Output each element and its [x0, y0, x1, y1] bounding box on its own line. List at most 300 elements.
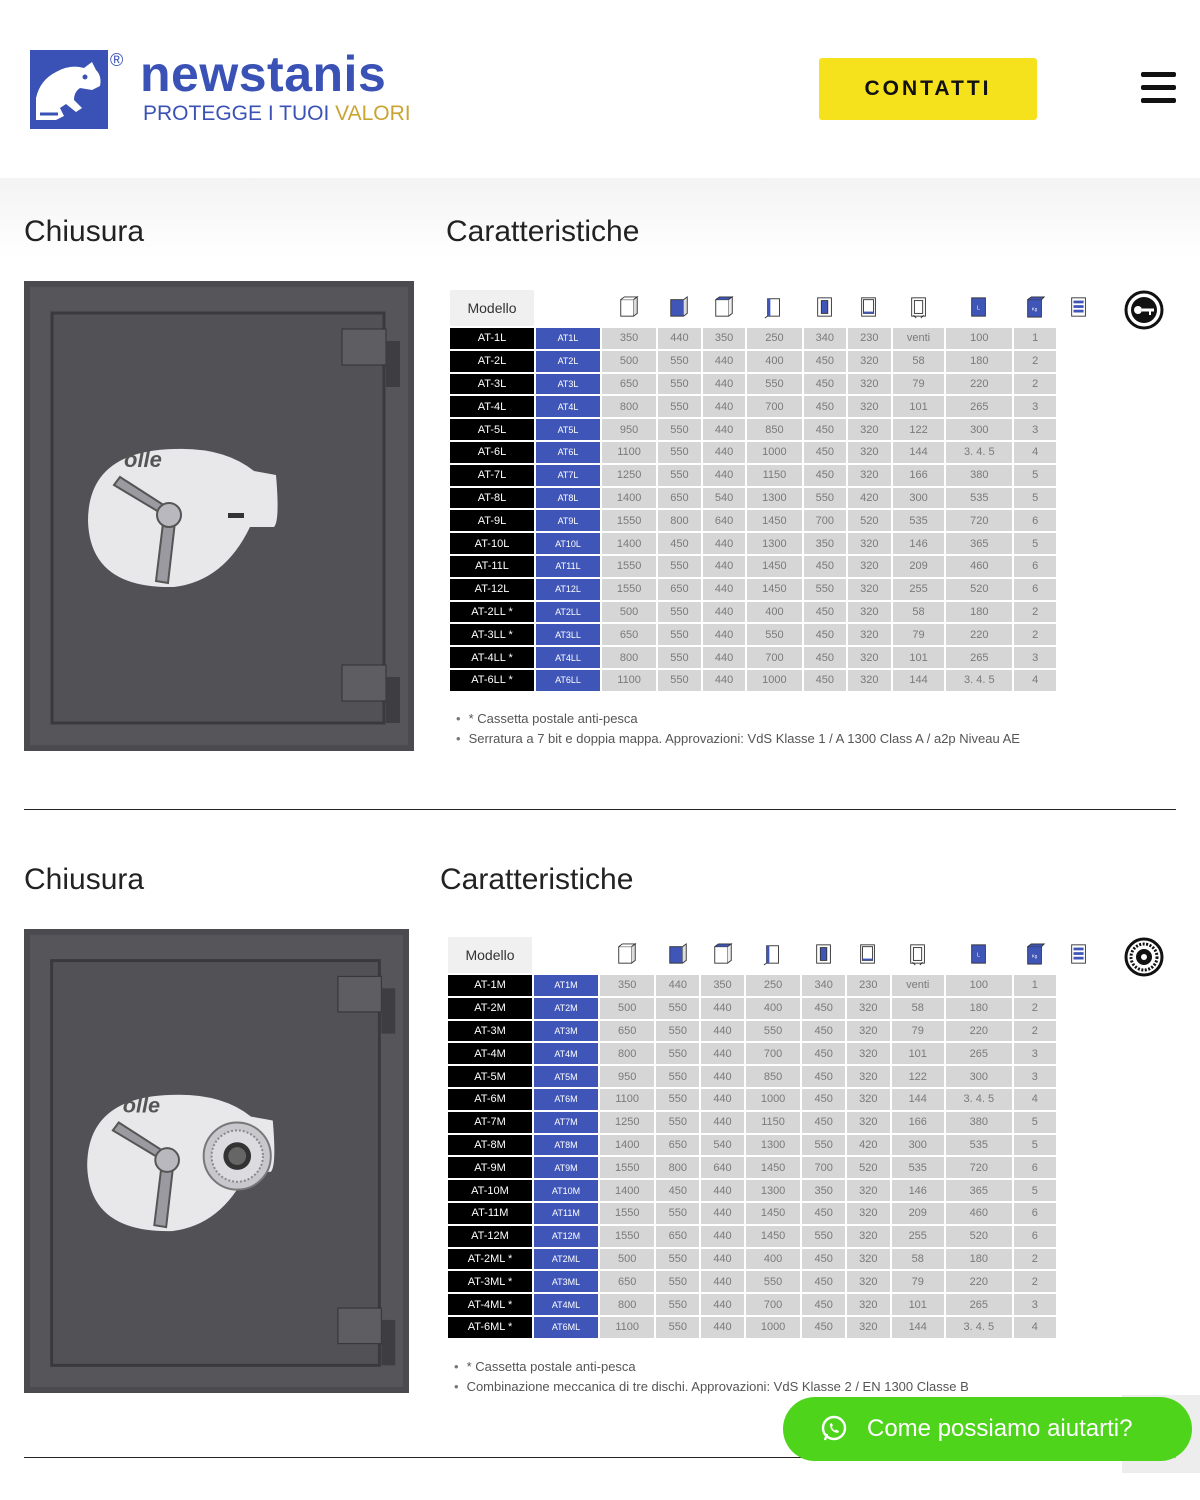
value-cell: 440 — [656, 975, 699, 996]
value-cell: 220 — [946, 624, 1012, 645]
value-cell: 650 — [602, 374, 656, 395]
value-cell: 420 — [848, 488, 891, 509]
outer-width-icon — [656, 937, 699, 973]
model-code-cell: AT7L — [536, 465, 600, 486]
value-cell: 550 — [656, 1089, 699, 1110]
model-column-header: Modello — [450, 290, 534, 326]
value-cell: 1300 — [746, 1135, 800, 1156]
table-row — [448, 1317, 1100, 1338]
value-cell: venti — [893, 328, 945, 349]
weight-icon — [1014, 937, 1056, 973]
spec-table — [446, 935, 1102, 1340]
value-cell: 550 — [746, 1271, 800, 1292]
model-cell: AT-4LL * — [450, 647, 534, 668]
value-cell: 450 — [802, 1317, 845, 1338]
table-row — [448, 1043, 1100, 1064]
value-cell: 1000 — [747, 442, 801, 463]
value-cell: 450 — [804, 442, 847, 463]
value-cell: 540 — [703, 488, 746, 509]
value-cell: 440 — [658, 328, 701, 349]
value-cell: 1300 — [747, 488, 801, 509]
value-cell: 340 — [802, 975, 845, 996]
value-cell: 350 — [602, 328, 656, 349]
value-cell: 180 — [946, 998, 1012, 1019]
value-cell: 220 — [946, 1271, 1012, 1292]
value-cell: 440 — [703, 602, 746, 623]
model-code-cell: AT6ML — [534, 1317, 598, 1338]
value-cell: 520 — [946, 579, 1012, 600]
value-cell: 144 — [892, 1317, 944, 1338]
table-row — [448, 1249, 1100, 1270]
value-cell: 1300 — [747, 533, 801, 554]
value-cell: 320 — [847, 1271, 890, 1292]
model-cell: AT-2M — [448, 998, 532, 1019]
value-cell: 2 — [1014, 624, 1056, 645]
value-cell: 450 — [804, 396, 847, 417]
value-cell: 4 — [1014, 1089, 1056, 1110]
value-cell: 320 — [848, 396, 891, 417]
value-cell: 450 — [802, 1043, 845, 1064]
model-code-cell: AT9M — [534, 1157, 598, 1178]
value-cell: 320 — [847, 1021, 890, 1042]
value-cell: 550 — [658, 624, 701, 645]
value-cell: 3 — [1014, 396, 1056, 417]
value-cell: 100 — [946, 975, 1012, 996]
value-cell: 550 — [658, 556, 701, 577]
value-cell: 220 — [946, 374, 1012, 395]
whatsapp-icon — [819, 1414, 849, 1444]
value-cell: 6 — [1014, 579, 1056, 600]
value-cell: 650 — [600, 1021, 654, 1042]
model-cell: AT-5L — [450, 419, 534, 440]
value-cell: 440 — [703, 533, 746, 554]
value-cell: 440 — [701, 1226, 744, 1247]
model-code-cell: AT2ML — [534, 1249, 598, 1270]
model-cell: AT-10M — [448, 1180, 532, 1201]
model-code-cell: AT1M — [534, 975, 598, 996]
value-cell: 1100 — [602, 670, 656, 691]
value-cell: 79 — [892, 1021, 944, 1042]
brand-name[interactable]: newstanis — [140, 46, 387, 102]
value-cell: 440 — [701, 1249, 744, 1270]
value-cell: 3. 4. 5 — [946, 442, 1012, 463]
value-cell: 800 — [602, 647, 656, 668]
value-cell: 350 — [600, 975, 654, 996]
value-cell: 1450 — [746, 1226, 800, 1247]
value-cell: 320 — [847, 1043, 890, 1064]
tagline-main: PROTEGGE I TUOI — [143, 102, 336, 125]
value-cell: 800 — [600, 1043, 654, 1064]
note-item: • * Cassetta postale anti-pesca — [454, 1357, 969, 1377]
model-column-header: Modello — [448, 937, 532, 973]
table-row — [448, 1203, 1100, 1224]
value-cell: 144 — [893, 442, 945, 463]
value-cell: 1550 — [602, 556, 656, 577]
value-cell: 58 — [892, 998, 944, 1019]
value-cell: 440 — [703, 374, 746, 395]
model-cell: AT-2ML * — [448, 1249, 532, 1270]
value-cell: 535 — [893, 510, 945, 531]
value-cell: 3 — [1014, 647, 1056, 668]
table-row — [448, 1271, 1100, 1292]
value-cell: 300 — [892, 1135, 944, 1156]
value-cell: 1150 — [746, 1112, 800, 1133]
model-code-cell: AT3M — [534, 1021, 598, 1042]
model-cell: AT-11L — [450, 556, 534, 577]
inner-height-icon — [746, 937, 800, 973]
value-cell: 440 — [703, 670, 746, 691]
value-cell: 500 — [602, 602, 656, 623]
value-cell: 550 — [747, 624, 801, 645]
model-code-cell: AT4M — [534, 1043, 598, 1064]
model-cell: AT-9M — [448, 1157, 532, 1178]
value-cell: 320 — [848, 579, 891, 600]
value-cell: 320 — [848, 374, 891, 395]
model-code-cell: AT5L — [536, 419, 600, 440]
model-cell: AT-6M — [448, 1089, 532, 1110]
value-cell: 320 — [847, 1180, 890, 1201]
value-cell: 320 — [848, 556, 891, 577]
value-cell: 550 — [658, 374, 701, 395]
note-item: • Combinazione meccanica di tre dischi. Approvazioni: VdS Klasse 2 / EN 1300 Classe B — [454, 1377, 969, 1397]
value-cell: 265 — [946, 396, 1012, 417]
value-cell: 950 — [600, 1066, 654, 1087]
value-cell: 6 — [1014, 1157, 1056, 1178]
model-code-cell: AT6M — [534, 1089, 598, 1110]
value-cell: 1550 — [602, 579, 656, 600]
model-code-cell: AT3L — [536, 374, 600, 395]
value-cell: 440 — [701, 998, 744, 1019]
value-cell: 440 — [703, 419, 746, 440]
value-cell: 320 — [848, 647, 891, 668]
value-cell: 58 — [892, 1249, 944, 1270]
value-cell: 440 — [701, 1112, 744, 1133]
model-code-cell: AT3ML — [534, 1271, 598, 1292]
value-cell: 440 — [703, 624, 746, 645]
value-cell: 650 — [658, 488, 701, 509]
value-cell: 440 — [703, 442, 746, 463]
table-row — [448, 1157, 1100, 1178]
value-cell: 1400 — [602, 533, 656, 554]
value-cell: 440 — [701, 1317, 744, 1338]
note-item: • * Cassetta postale anti-pesca — [456, 709, 1020, 729]
value-cell: 450 — [804, 419, 847, 440]
value-cell: 380 — [946, 465, 1012, 486]
value-cell: 320 — [847, 1294, 890, 1315]
model-cell: AT-4L — [450, 396, 534, 417]
model-code-cell: AT2LL — [536, 602, 600, 623]
model-cell: AT-6LL * — [450, 670, 534, 691]
value-cell: 450 — [656, 1180, 699, 1201]
value-cell: 500 — [602, 351, 656, 372]
value-cell: 535 — [892, 1157, 944, 1178]
value-cell: 450 — [802, 1203, 845, 1224]
svg-text:olle: olle — [122, 1092, 161, 1118]
spec-header-row — [448, 937, 1100, 973]
value-cell: 550 — [658, 419, 701, 440]
model-code-cell: AT2M — [534, 998, 598, 1019]
svg-text:Kg: Kg — [1031, 953, 1038, 959]
value-cell: 2 — [1014, 1249, 1056, 1270]
value-cell: 1 — [1014, 975, 1056, 996]
value-cell: 122 — [893, 419, 945, 440]
svg-text:L: L — [977, 305, 981, 312]
value-cell: 58 — [893, 602, 945, 623]
value-cell: 550 — [802, 1226, 845, 1247]
value-cell: 2 — [1014, 602, 1056, 623]
value-cell: 1550 — [600, 1203, 654, 1224]
model-code-cell: AT5M — [534, 1066, 598, 1087]
value-cell: 6 — [1014, 1203, 1056, 1224]
value-cell: 550 — [658, 602, 701, 623]
value-cell: 5 — [1014, 465, 1056, 486]
value-cell: 850 — [746, 1066, 800, 1087]
value-cell: 550 — [656, 1021, 699, 1042]
value-cell: 550 — [656, 998, 699, 1019]
model-cell: AT-3LL * — [450, 624, 534, 645]
combination-dial-icon — [1124, 937, 1164, 977]
whatsapp-chat-button[interactable] — [783, 1397, 1192, 1461]
outer-height-icon — [600, 937, 654, 973]
value-cell: 440 — [703, 579, 746, 600]
chiusura-title: Chiusura — [24, 863, 145, 896]
value-cell: 1400 — [600, 1180, 654, 1201]
table-row — [448, 1089, 1100, 1110]
value-cell: 800 — [658, 510, 701, 531]
note-item: • Serratura a 7 bit e doppia mappa. Approvazioni: VdS Klasse 1 / A 1300 Class A / a2p Niveau AE — [456, 729, 1020, 749]
chiusura-title: Chiusura — [24, 215, 145, 248]
value-cell: 450 — [802, 998, 845, 1019]
model-code-cell: AT8L — [536, 488, 600, 509]
value-cell: 650 — [656, 1226, 699, 1247]
spec-table-body — [448, 975, 1100, 1338]
value-cell: 5 — [1014, 1180, 1056, 1201]
value-cell: 850 — [747, 419, 801, 440]
model-code-cell: AT10M — [534, 1180, 598, 1201]
value-cell: venti — [892, 975, 944, 996]
value-cell: 320 — [847, 1089, 890, 1110]
model-code-cell: AT10L — [536, 533, 600, 554]
value-cell: 4 — [1014, 670, 1056, 691]
value-cell: 146 — [892, 1180, 944, 1201]
value-cell: 800 — [600, 1294, 654, 1315]
value-cell: 535 — [946, 488, 1012, 509]
value-cell: 450 — [658, 533, 701, 554]
chat-label: Come possiamo aiutarti? — [867, 1415, 1133, 1442]
value-cell: 550 — [658, 442, 701, 463]
value-cell: 550 — [804, 579, 847, 600]
value-cell: 250 — [747, 328, 801, 349]
value-cell: 320 — [848, 465, 891, 486]
value-cell: 180 — [946, 602, 1012, 623]
value-cell: 255 — [893, 579, 945, 600]
model-cell: AT-2LL * — [450, 602, 534, 623]
liters-icon — [946, 937, 1012, 973]
model-code-cell: AT3LL — [536, 624, 600, 645]
value-cell: 650 — [602, 624, 656, 645]
value-cell: 440 — [701, 1043, 744, 1064]
notes-list — [454, 1357, 969, 1397]
value-cell: 550 — [658, 670, 701, 691]
value-cell: 1450 — [747, 510, 801, 531]
value-cell: 101 — [892, 1294, 944, 1315]
value-cell: 180 — [946, 351, 1012, 372]
value-cell: 230 — [847, 975, 890, 996]
value-cell: 255 — [892, 1226, 944, 1247]
model-cell: AT-9L — [450, 510, 534, 531]
value-cell: 450 — [802, 1249, 845, 1270]
model-code-cell: AT4ML — [534, 1294, 598, 1315]
model-cell: AT-3ML * — [448, 1271, 532, 1292]
value-cell: 5 — [1014, 1112, 1056, 1133]
value-cell: 450 — [804, 624, 847, 645]
model-code-cell: AT11M — [534, 1203, 598, 1224]
value-cell: 550 — [656, 1317, 699, 1338]
model-cell: AT-11M — [448, 1203, 532, 1224]
table-row — [448, 1294, 1100, 1315]
model-cell: AT-3L — [450, 374, 534, 395]
value-cell: 1000 — [747, 670, 801, 691]
value-cell: 320 — [848, 351, 891, 372]
value-cell: 3. 4. 5 — [946, 1089, 1012, 1110]
value-cell: 450 — [802, 1089, 845, 1110]
value-cell: 700 — [747, 647, 801, 668]
value-cell: 265 — [946, 647, 1012, 668]
table-row — [448, 1180, 1100, 1201]
model-code-cell: AT9L — [536, 510, 600, 531]
model-cell: AT-7L — [450, 465, 534, 486]
value-cell: 220 — [946, 1021, 1012, 1042]
value-cell: 400 — [747, 602, 801, 623]
value-cell: 3 — [1014, 1294, 1056, 1315]
contact-button[interactable]: CONTATTI — [819, 58, 1037, 120]
value-cell: 320 — [848, 533, 891, 554]
value-cell: 5 — [1014, 533, 1056, 554]
value-cell: 540 — [701, 1135, 744, 1156]
value-cell: 400 — [746, 1249, 800, 1270]
value-cell: 250 — [746, 975, 800, 996]
value-cell: 79 — [893, 624, 945, 645]
value-cell: 144 — [893, 670, 945, 691]
value-cell: 320 — [847, 1317, 890, 1338]
value-cell: 450 — [802, 1066, 845, 1087]
value-cell: 640 — [703, 510, 746, 531]
model-code-cell: AT8M — [534, 1135, 598, 1156]
value-cell: 800 — [602, 396, 656, 417]
value-cell: 440 — [703, 465, 746, 486]
value-cell: 440 — [701, 1180, 744, 1201]
value-cell: 350 — [703, 328, 746, 349]
shelves-icon — [1058, 937, 1100, 973]
registered-mark: ® — [110, 50, 124, 70]
value-cell: 460 — [946, 1203, 1012, 1224]
value-cell: 400 — [747, 351, 801, 372]
table-row — [448, 1021, 1100, 1042]
value-cell: 700 — [802, 1157, 845, 1178]
model-cell: AT-10L — [450, 533, 534, 554]
value-cell: 1450 — [747, 556, 801, 577]
value-cell: 450 — [804, 602, 847, 623]
safe-combination-lock-image — [24, 929, 409, 1393]
value-cell: 4 — [1014, 442, 1056, 463]
value-cell: 320 — [847, 1203, 890, 1224]
value-cell: 2 — [1014, 998, 1056, 1019]
value-cell: 500 — [600, 998, 654, 1019]
svg-text:olle: olle — [124, 447, 162, 472]
value-cell: 209 — [893, 556, 945, 577]
model-code-cell: AT6LL — [536, 670, 600, 691]
value-cell: 650 — [600, 1271, 654, 1292]
value-cell: 550 — [656, 1294, 699, 1315]
value-cell: 520 — [946, 1226, 1012, 1247]
value-cell: 1100 — [602, 442, 656, 463]
value-cell: 180 — [946, 1249, 1012, 1270]
value-cell: 720 — [946, 510, 1012, 531]
model-cell: AT-12L — [450, 579, 534, 600]
value-cell: 300 — [946, 1066, 1012, 1087]
value-cell: 350 — [701, 975, 744, 996]
value-cell: 535 — [946, 1135, 1012, 1156]
value-cell: 209 — [892, 1203, 944, 1224]
model-code-cell: AT12M — [534, 1226, 598, 1247]
value-cell: 320 — [848, 602, 891, 623]
value-cell: 500 — [600, 1249, 654, 1270]
model-code-cell: AT6L — [536, 442, 600, 463]
value-cell: 640 — [701, 1157, 744, 1178]
value-cell: 300 — [946, 419, 1012, 440]
value-cell: 400 — [746, 998, 800, 1019]
value-cell: 3. 4. 5 — [946, 670, 1012, 691]
model-cell: AT-6ML * — [448, 1317, 532, 1338]
value-cell: 320 — [848, 670, 891, 691]
value-cell: 800 — [656, 1157, 699, 1178]
model-code-cell: AT7M — [534, 1112, 598, 1133]
value-cell: 550 — [802, 1135, 845, 1156]
model-code-cell: AT2L — [536, 351, 600, 372]
value-cell: 365 — [946, 533, 1012, 554]
value-cell: 1450 — [746, 1203, 800, 1224]
value-cell: 550 — [658, 465, 701, 486]
value-cell: 1100 — [600, 1089, 654, 1110]
model-code-cell: AT1L — [536, 328, 600, 349]
value-cell: 6 — [1014, 510, 1056, 531]
value-cell: 650 — [656, 1135, 699, 1156]
value-cell: 3 — [1014, 1066, 1056, 1087]
table-row — [448, 1226, 1100, 1247]
value-cell: 440 — [701, 1066, 744, 1087]
value-cell: 230 — [848, 328, 891, 349]
model-cell: AT-2L — [450, 351, 534, 372]
value-cell: 440 — [703, 647, 746, 668]
value-cell: 350 — [804, 533, 847, 554]
value-cell: 550 — [658, 647, 701, 668]
model-cell: AT-8M — [448, 1135, 532, 1156]
value-cell: 2 — [1014, 1271, 1056, 1292]
svg-text:Kg: Kg — [1031, 306, 1038, 312]
value-cell: 420 — [847, 1135, 890, 1156]
value-cell: 166 — [893, 465, 945, 486]
model-code-cell: AT12L — [536, 579, 600, 600]
value-cell: 550 — [656, 1112, 699, 1133]
model-cell: AT-12M — [448, 1226, 532, 1247]
value-cell: 440 — [701, 1203, 744, 1224]
value-cell: 6 — [1014, 556, 1056, 577]
value-cell: 6 — [1014, 1226, 1056, 1247]
value-cell: 450 — [804, 670, 847, 691]
value-cell: 320 — [847, 1066, 890, 1087]
value-cell: 520 — [848, 510, 891, 531]
value-cell: 166 — [892, 1112, 944, 1133]
